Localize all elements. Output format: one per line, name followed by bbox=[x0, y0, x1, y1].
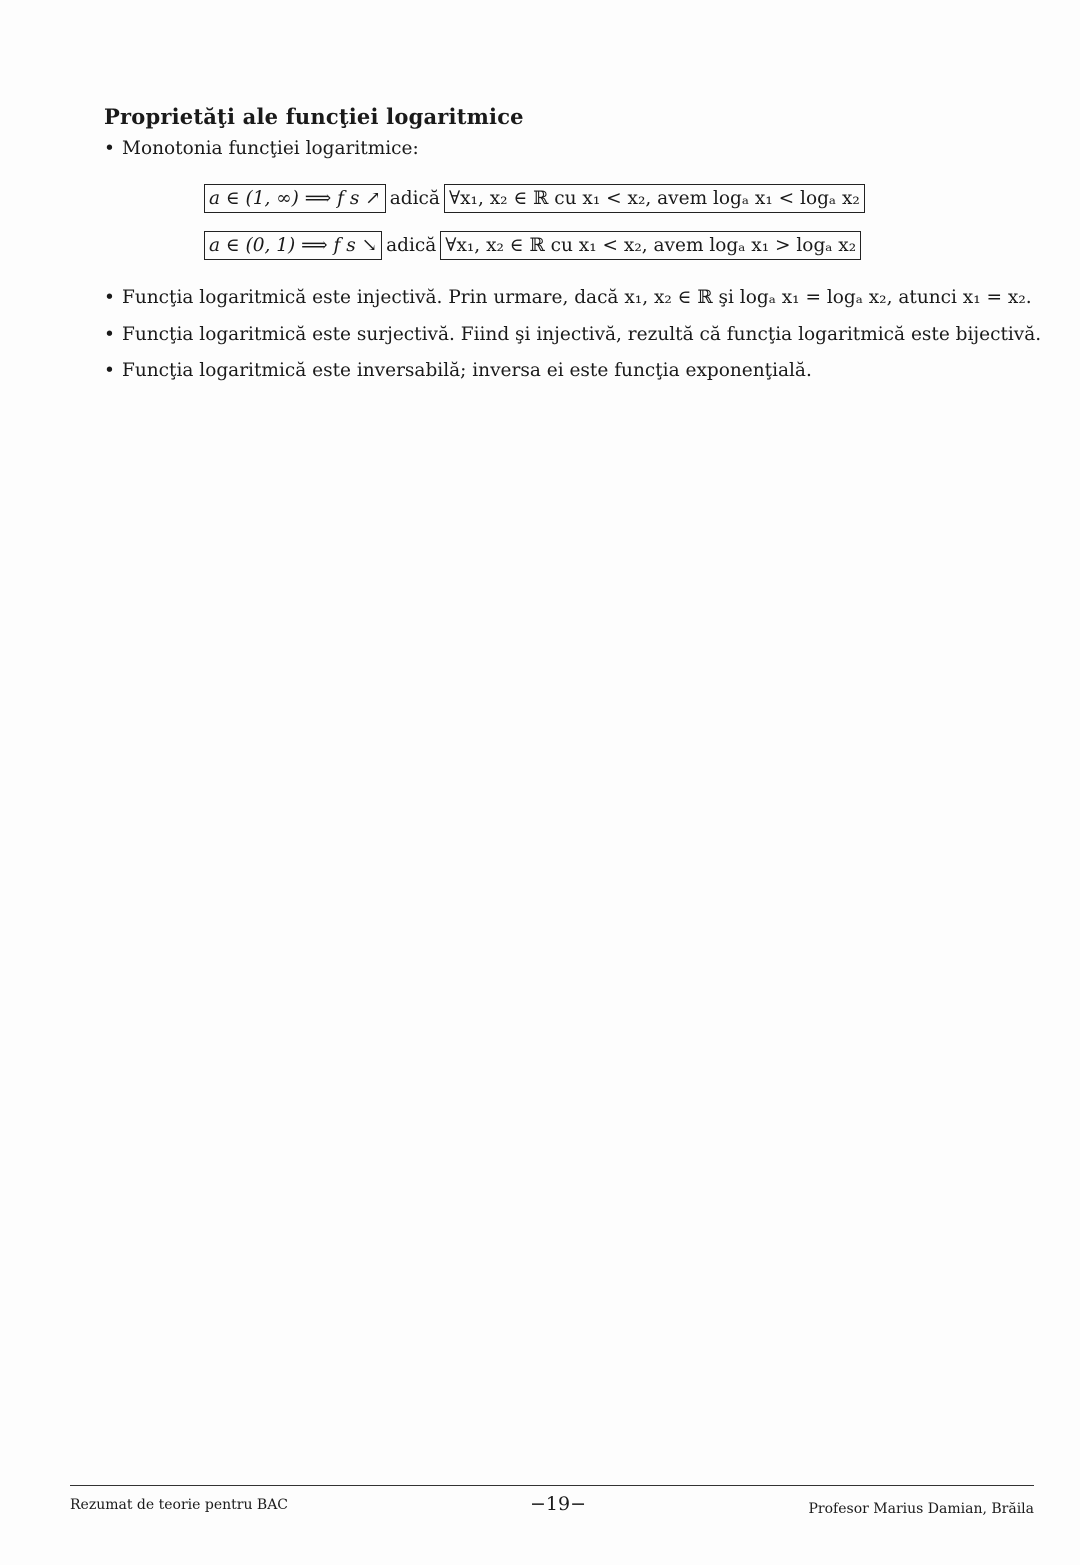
bullet-text: Funcţia logaritmică este inversabilă; inversa ei este funcţia exponenţială. bbox=[122, 360, 812, 381]
link-word: adică bbox=[386, 235, 437, 256]
bullet-dot: • bbox=[104, 360, 115, 381]
bullet-text: Funcţia logaritmică este injectivă. Prin urmare, dacă x₁, x₂ ∈ ℝ şi logₐ x₁ = logₐ x₂, atunci x₁ = x₂. bbox=[122, 287, 1032, 308]
page-number: −19− bbox=[530, 1493, 587, 1515]
bullet-inversabila bbox=[104, 360, 812, 381]
monotonia-decreasing-row bbox=[204, 231, 861, 260]
section-title: Proprietăţi ale funcţiei logaritmice bbox=[104, 104, 524, 129]
bullet-dot: • bbox=[104, 324, 115, 345]
bullet-injectiva bbox=[104, 287, 1032, 308]
decreasing-consequence-box: ∀x₁, x₂ ∈ ℝ cu x₁ < x₂, avem logₐ x₁ > logₐ x₂ bbox=[440, 231, 861, 260]
bullet-monotonia bbox=[104, 138, 419, 159]
bullet-text: Funcţia logaritmică este surjectivă. Fiind şi injectivă, rezultă că funcţia logaritmică este bijectivă. bbox=[122, 324, 1042, 345]
bullet-text: Monotonia funcţiei logaritmice: bbox=[122, 138, 419, 159]
bullet-dot: • bbox=[104, 287, 115, 308]
bullet-dot: • bbox=[104, 138, 115, 159]
footer-rule bbox=[70, 1485, 1034, 1486]
monotonia-increasing-row bbox=[204, 184, 865, 213]
decreasing-condition-box: a ∈ (0, 1) ⟹ f s ↘ bbox=[204, 231, 382, 260]
footer-document-title: Rezumat de teorie pentru BAC bbox=[70, 1497, 289, 1513]
footer-author: Profesor Marius Damian, Brăila bbox=[808, 1501, 1034, 1517]
increasing-consequence-box: ∀x₁, x₂ ∈ ℝ cu x₁ < x₂, avem logₐ x₁ < logₐ x₂ bbox=[444, 184, 865, 213]
bullet-surjectiva bbox=[104, 324, 1041, 345]
increasing-condition-box: a ∈ (1, ∞) ⟹ f s ↗ bbox=[204, 184, 386, 213]
link-word: adică bbox=[389, 188, 440, 209]
